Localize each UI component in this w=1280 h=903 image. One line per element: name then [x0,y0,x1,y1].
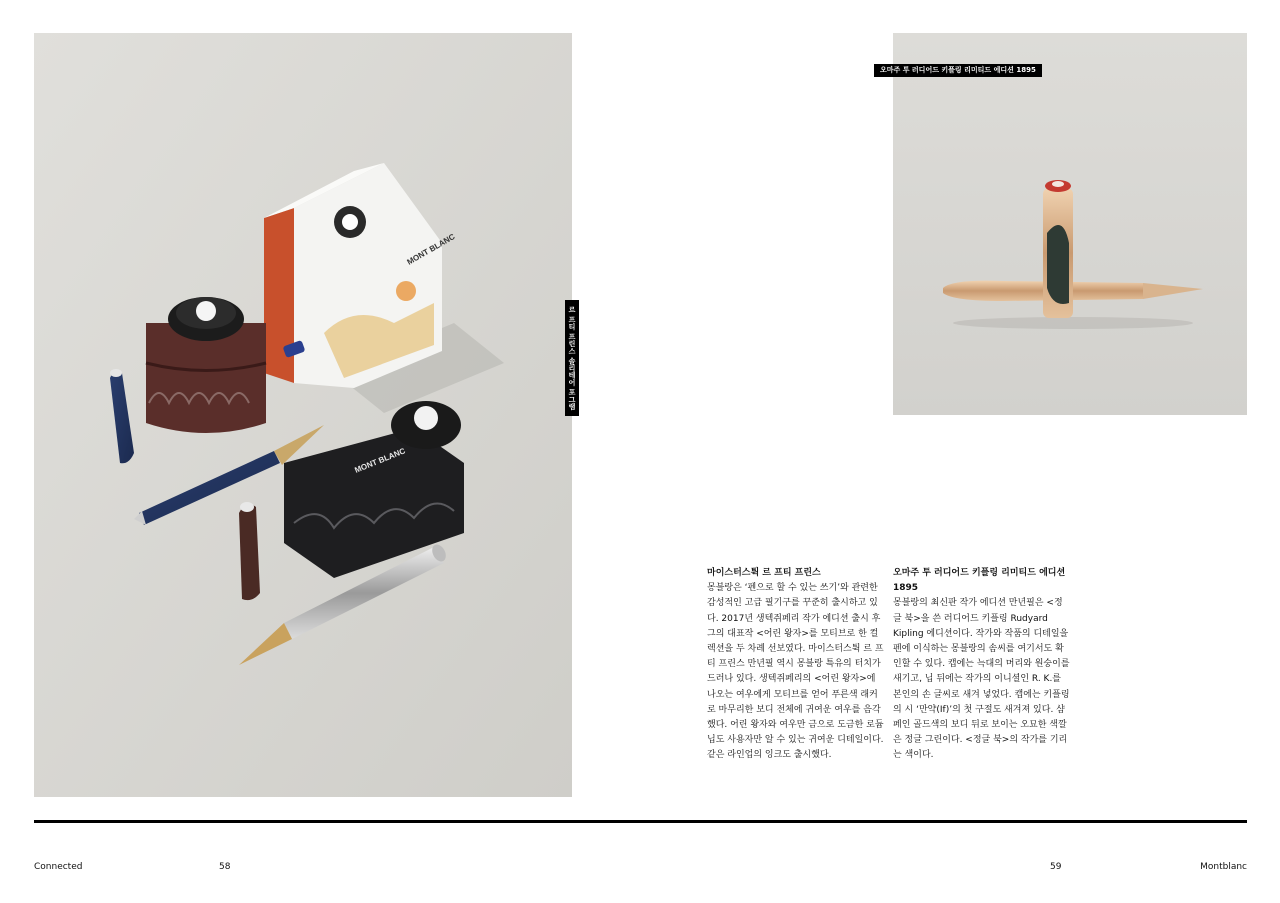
product-photo-left [34,33,572,797]
photo-caption-tag: 오마주 투 러디어드 키플링 리미티드 에디션 1895 [874,64,1042,77]
page-number-right: 59 [1050,862,1062,872]
footer-section-right: Montblanc [1200,862,1247,872]
article-body-petit-prince: 몽블랑은 ‘펜으로 할 수 있는 쓰기’와 관련한 감성적인 고급 필기구를 꾸준히 출시하고 있다. 2017년 생텍쥐페리 작가 에디션 출시 후 그의 대표작 <어린 왕자>를 모티브로 한 컬렉션을 두 차례 선보였다. 마이스터스튁 르 프티 프린스 만년필 역시 몽블랑 특유의 터치가 드러나 있다. 생텍쥐페리의 <어린 왕자>에 나오는 여우에게 모티브를 얻어 푸른색 래커로 마무리한 보디 전체에 귀여운 여우를 음각했다. 어린 왕자와 여우만 금으로 도금한 로듐 닙도 사용자만 알 수 있는 귀여운 디테일이다. 같은 라인업의 잉크도 출시했다. [707,583,884,761]
photo-side-label: 르 프티 프린스 솔리테어 포그램 [565,300,579,416]
footer-rule [34,820,1247,823]
footer-section-left: Connected [34,862,83,872]
page-number-left: 58 [219,862,231,872]
bottle-brand-text: MONT BLANC [353,446,407,475]
article-body-kipling: 몽블랑의 최신판 작가 에디션 만년필은 <정글 북>을 쓴 러디어드 키플링 Rudyard Kipling 에디션이다. 작가와 작품의 디테일을 펜에 이식하는 몽블랑의 솜씨를 여기서도 확인할 수 있다. 캡에는 늑대의 머리와 원숭이를 새기고, 닙 뒤에는 작가의 이니셜인 R. K.를 본인의 손 글씨로 새겨 넣었다. 캡에는 키플링의 시 ‘만약(If)’의 첫 구절도 새겨져 있다. 샴페인 골드색의 보디 뒤로 보이는 오묘한 색깔은 정글 그린이다. <정글 북>의 작가를 기리는 색이다. [893,598,1070,761]
article-title-petit-prince: 마이스터스튁 르 프티 프린스 [707,568,821,578]
box-brand-text: MONT BLANC [405,232,457,267]
article-title-kipling: 오마주 투 러디어드 키플링 리미티드 에디션 1895 [893,568,1066,594]
article-column-right [893,566,1071,764]
product-photo-right [893,33,1247,415]
article-column-left [707,566,885,764]
